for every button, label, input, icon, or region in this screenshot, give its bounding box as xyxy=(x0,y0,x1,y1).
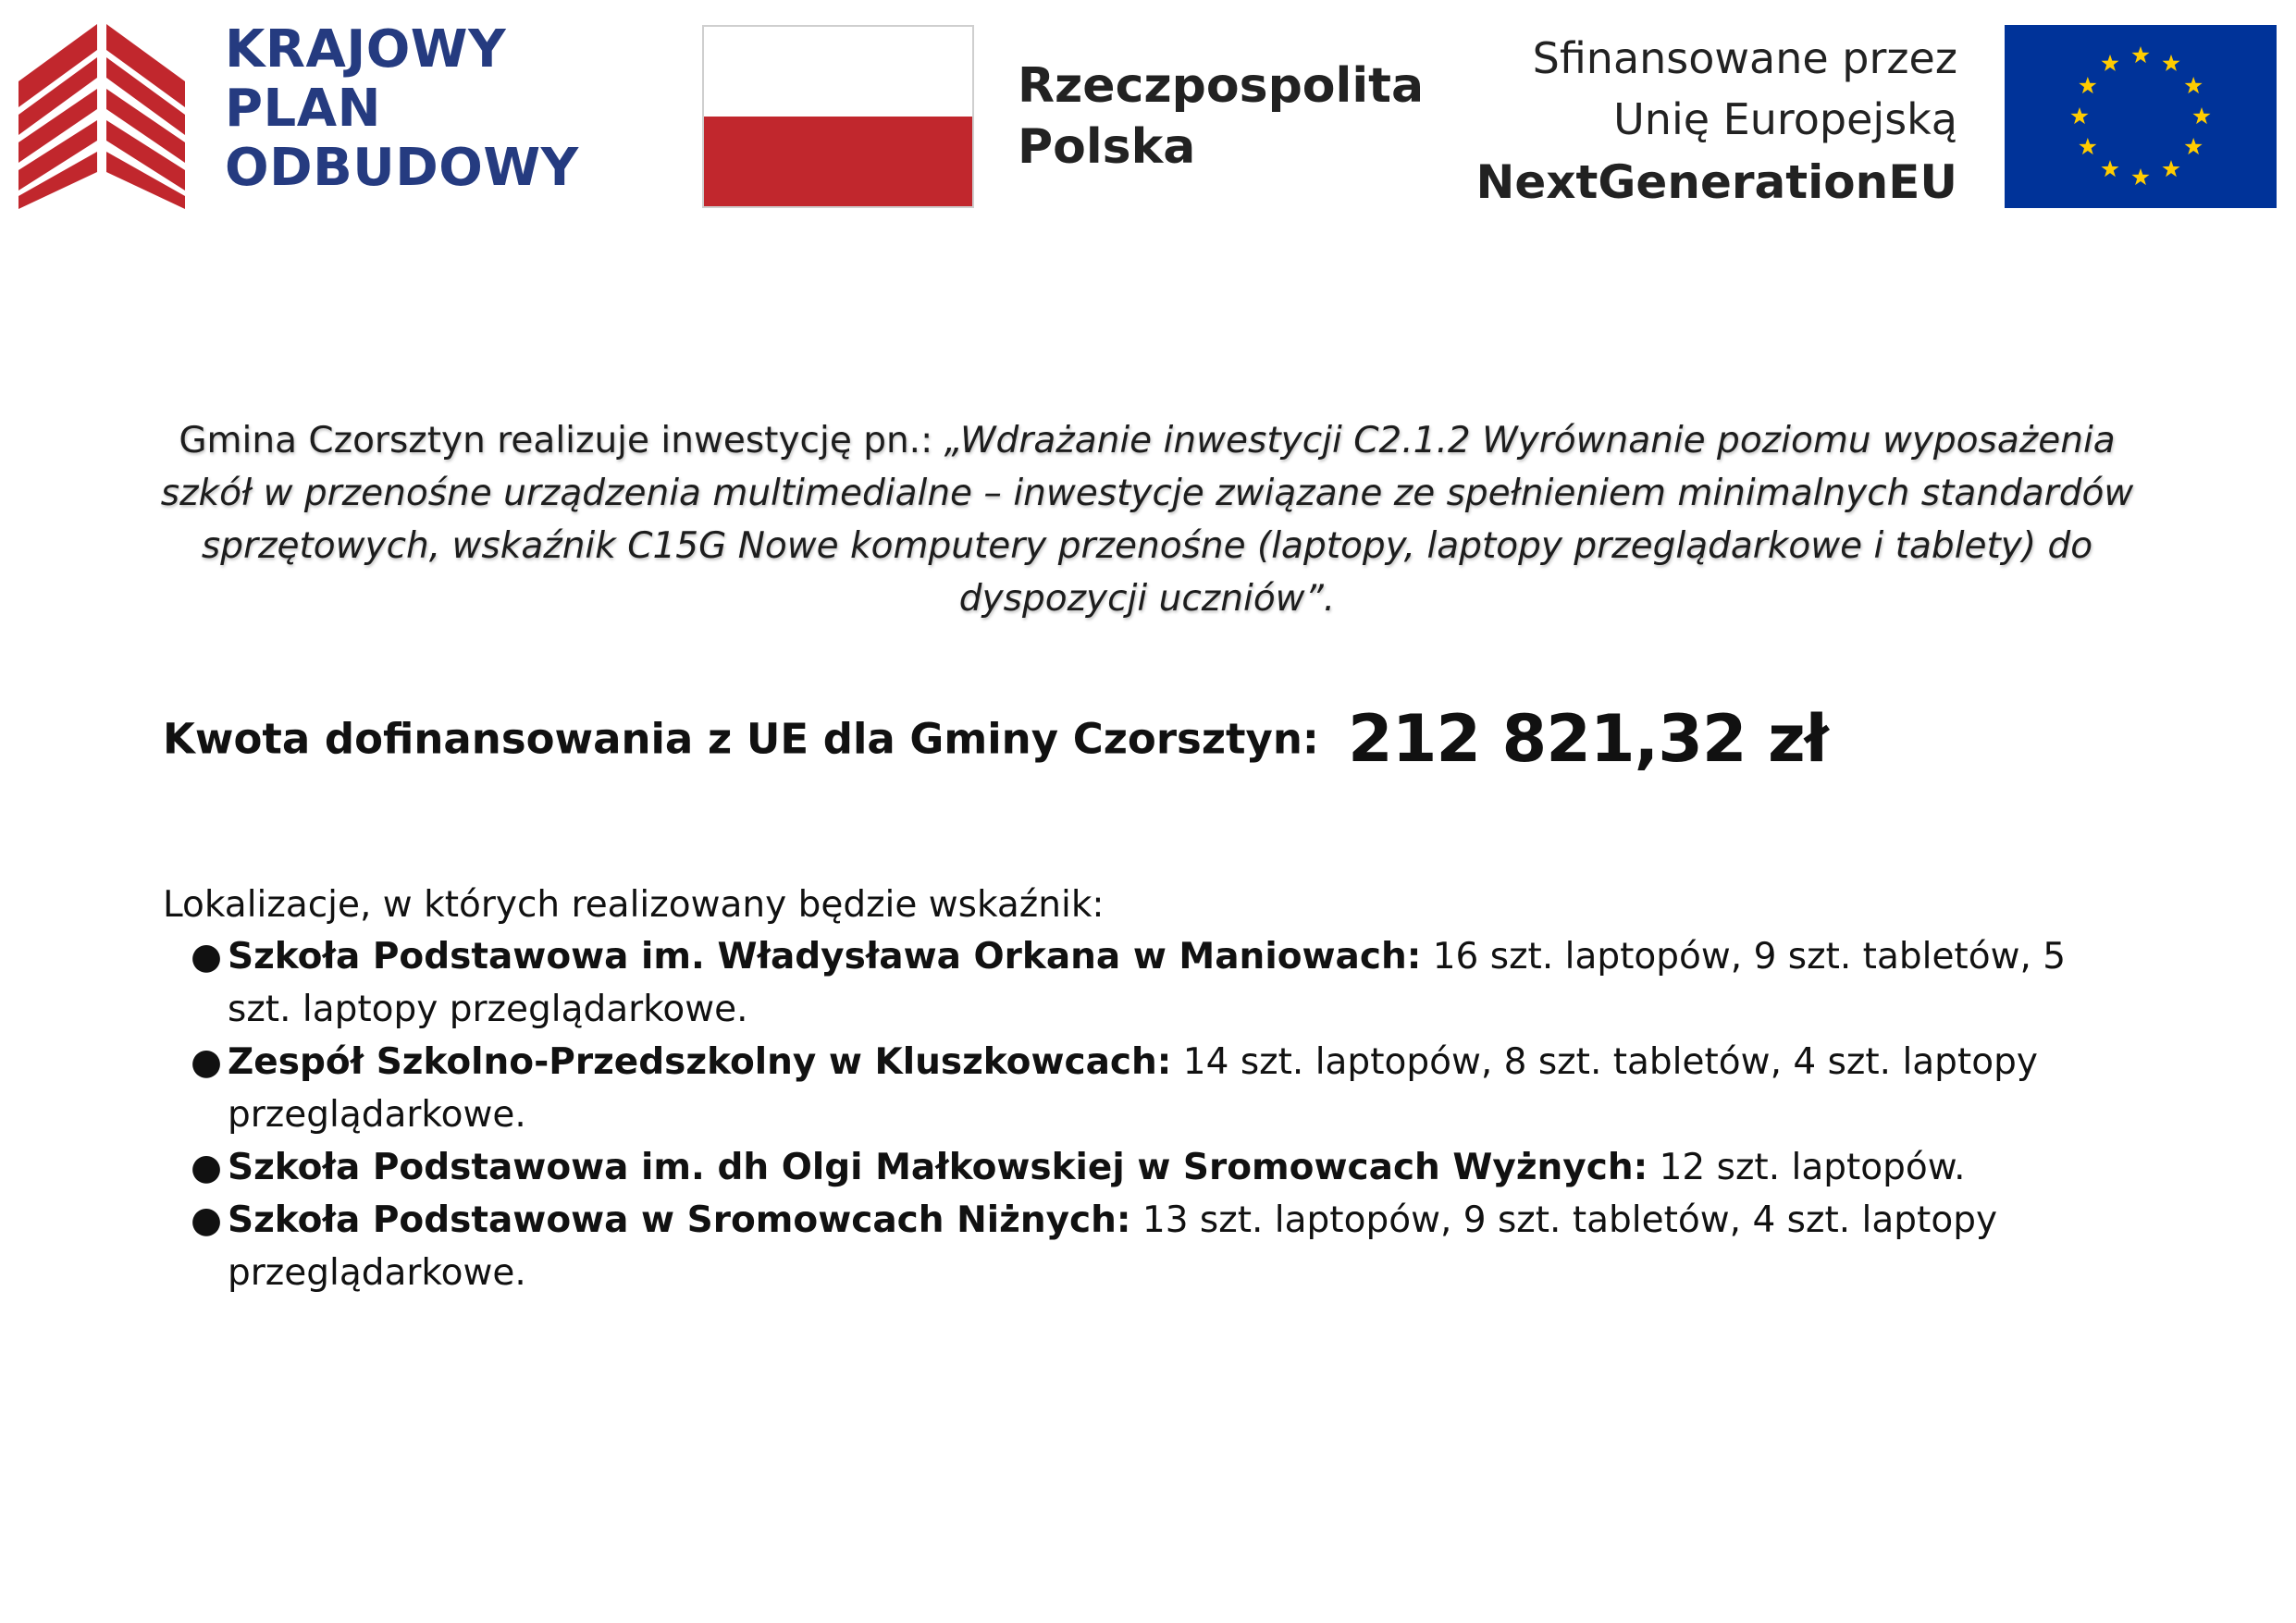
kpo-logo-text xyxy=(225,20,579,198)
flag-white-stripe xyxy=(704,27,972,117)
poland-logo-text xyxy=(1018,55,1424,178)
list-item xyxy=(191,1194,2068,1299)
locations-list xyxy=(163,930,2068,1299)
flag-red-stripe xyxy=(704,117,972,206)
eu-line-1: Sfinansowane przez xyxy=(1532,33,1957,83)
funding-amount-row xyxy=(163,701,1828,777)
funding-label: Kwota dofinansowania z UE dla Gminy Czorsztyn: xyxy=(163,714,1319,764)
equipment-details: 16 szt. laptopów, 9 szt. tabletów, 5 szt. laptopy przeglądarkowe. xyxy=(228,936,2067,1030)
bullet-icon: ● xyxy=(191,1147,223,1188)
eu-flag-icon xyxy=(2005,25,2277,208)
kpo-logo-icon xyxy=(19,24,185,209)
equipment-details: 13 szt. laptopów, 9 szt. tabletów, 4 szt. laptopy przeglądarkowe. xyxy=(228,1199,1998,1294)
poland-line-2: Polska xyxy=(1018,119,1196,175)
school-name: Zespół Szkolno-Przedszkolny w Kluszkowcach: xyxy=(228,1041,1172,1083)
investment-title: „Wdrażanie inwestycji C2.1.2 Wyrównanie poziomu wyposażenia szkół w przenośne urządzenia multimedialne – inwestycje związane ze spełnieniem minimalnych standardów sprzętowych, wskaźnik C15G Nowe komputery przenośne (laptopy, laptopy przeglądarkowe i tablety) do dyspozycji uczniów”. xyxy=(160,420,2134,620)
list-item xyxy=(191,1036,2068,1141)
bullet-icon: ● xyxy=(191,1041,223,1083)
poland-flag-icon xyxy=(702,25,974,208)
equipment-details: 12 szt. laptopów. xyxy=(1648,1147,1966,1188)
locations-heading: Lokalizacje, w których realizowany będzie wskaźnik: xyxy=(163,884,1105,926)
investment-description xyxy=(130,414,2165,625)
list-item xyxy=(191,930,2068,1036)
kpo-line-2: PLAN xyxy=(225,79,381,139)
school-name: Szkoła Podstawowa im. Władysława Orkana w Maniowach: xyxy=(228,936,1422,977)
logo-bar xyxy=(0,0,2296,222)
bullet-icon: ● xyxy=(191,936,223,977)
school-name: Szkoła Podstawowa im. dh Olgi Małkowskiej w Sromowcach Wyżnych: xyxy=(228,1147,1648,1188)
poland-line-1: Rzeczpospolita xyxy=(1018,58,1425,114)
eu-line-3: NextGenerationEU xyxy=(1475,155,1957,209)
funding-amount: 212 821,32 zł xyxy=(1348,701,1828,777)
intro-prefix: Gmina Czorsztyn realizuje inwestycję pn.: xyxy=(179,420,944,461)
kpo-line-1: KRAJOWY xyxy=(225,19,507,80)
eu-line-2: Unię Europejską xyxy=(1613,94,1957,144)
equipment-details: 14 szt. laptopów, 8 szt. tabletów, 4 szt. laptopy przeglądarkowe. xyxy=(228,1041,2038,1136)
list-item xyxy=(191,1141,2068,1194)
school-name: Szkoła Podstawowa w Sromowcach Niżnych: xyxy=(228,1199,1131,1241)
eu-funding-text xyxy=(1475,28,1957,215)
bullet-icon: ● xyxy=(191,1199,223,1241)
kpo-line-3: ODBUDOWY xyxy=(225,138,579,198)
